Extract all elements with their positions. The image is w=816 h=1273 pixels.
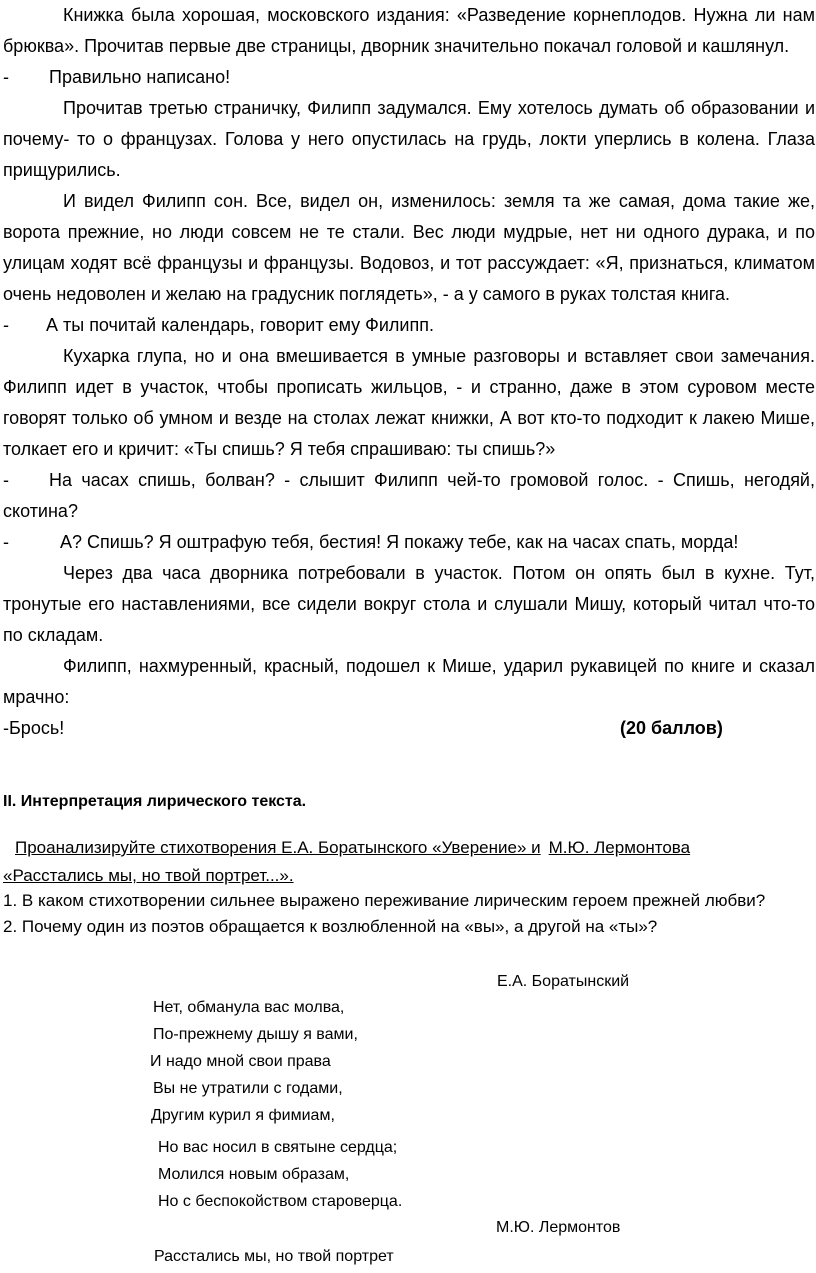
dialogue-text: Правильно написано!: [49, 67, 231, 87]
final-line: [3, 713, 815, 744]
dialogue-line-1: [3, 62, 815, 93]
poem-1-author: Е.А. Боратынский: [497, 973, 630, 990]
dialogue-dash: -: [3, 67, 9, 87]
poem-line: Но с беспокойством староверца.: [158, 1193, 403, 1210]
dialogue-dash: -: [3, 470, 9, 490]
task-block: [3, 836, 815, 940]
paragraph-6: Филипп, нахмуренный, красный, подошел к Мише, ударил рукавицей по книге и сказал мрачно:: [3, 656, 815, 707]
poem-1-part-2: [158, 1134, 402, 1215]
poem-line: По-прежнему дышу я вами,: [153, 1026, 358, 1043]
task-text-c: «Расстались мы, но твой портрет...».: [3, 866, 294, 885]
paragraph-2: Прочитав третью страничку, Филипп задумался. Ему хотелось думать об образовании и почему- то о французах. Голова у него опустилась на грудь, локти уперлись в колена. Глаза прищурились.: [3, 98, 815, 180]
poem-2: [154, 1243, 394, 1270]
question-2: 2. Почему один из поэтов обращается к возлюбленной на «вы», а другой на «ты»?: [3, 917, 658, 936]
dialogue-dash: -: [3, 315, 9, 335]
task-line-1: [3, 836, 815, 860]
paragraph-5: Через два часа дворника потребовали в участок. Потом он опять был в кухне. Тут, тронутые его наставлениями, все сидели вокруг стола и слушали Мишу, который читал что-то по складам.: [3, 563, 815, 645]
paragraph-1: Книжка была хорошая, московского издания: «Разведение корнеплодов. Нужна ли нам брюква». Прочитав первые две страницы, дворник значительно покачал головой и кашлянул.: [3, 5, 815, 56]
poem-line: И надо мной свои права: [150, 1053, 331, 1070]
prose-excerpt: [3, 0, 815, 744]
dialogue-text: На часах спишь, болван? - слышит Филипп чей-то громовой голос. - Спишь, негодяй, скотина?: [3, 470, 815, 521]
dialogue-line-4: [3, 527, 815, 558]
task-text-a: Проанализируйте стихотворения Е.А. Боратынского «Уверение» и: [15, 838, 541, 857]
paragraph-3: И видел Филипп сон. Все, видел он, изменилось: земля та же самая, дома такие же, ворота прежние, но люди совсем не те стали. Вес люди мудрые, нет ни одного дурака, и по улицам ходят всё французы и французы. Водовоз, и тот рассуждает: «Я, признаться, климатом очень недоволен и желаю на градусник поглядеть», - а у самого в руках толстая книга.: [3, 191, 815, 304]
poem-line: Но вас носил в святыне сердца;: [158, 1139, 398, 1156]
poem-line: Вы не утратили с годами,: [153, 1080, 343, 1097]
task-text-b: М.Ю. Лермонтова: [548, 838, 691, 857]
dialogue-dash: -: [3, 532, 9, 552]
task-line-2: [3, 864, 815, 888]
poem-line: Расстались мы, но твой портрет: [154, 1248, 394, 1265]
poem-2-author: М.Ю. Лермонтов: [496, 1219, 621, 1236]
final-exclamation: -Брось!: [3, 718, 65, 738]
poem-1-part-1: [150, 994, 358, 1129]
poem-line: Другим курил я фимиам,: [151, 1107, 335, 1124]
poem-line: Молился новым образам,: [158, 1166, 350, 1183]
dialogue-line-3: [3, 465, 815, 527]
section-title: II. Интерпретация лирического текста.: [3, 793, 307, 810]
paragraph-4: Кухарка глупа, но и она вмешивается в умные разговоры и вставляет свои замечания. Филипп идет в участок, чтобы прописать жильцов, - и странно, даже в этом суровом месте говорят только об умном и везде на столах лежат книжки, А вот кто-то подходит к лакею Мише, толкает его и кричит: «Ты спишь? Я тебя спрашиваю: ты спишь?»: [3, 346, 815, 459]
dialogue-text: А ты почитай календарь, говорит ему Филипп.: [46, 315, 434, 335]
question-1: 1. В каком стихотворении сильнее выражено переживание лирическим героем прежней любви?: [3, 891, 766, 910]
dialogue-text: А? Спишь? Я оштрафую тебя, бестия! Я покажу тебе, как на часах спать, морда!: [60, 532, 739, 552]
dialogue-line-2: [3, 310, 815, 341]
poem-line: Нет, обманула вас молва,: [153, 999, 345, 1016]
score-label: (20 баллов): [620, 718, 723, 738]
